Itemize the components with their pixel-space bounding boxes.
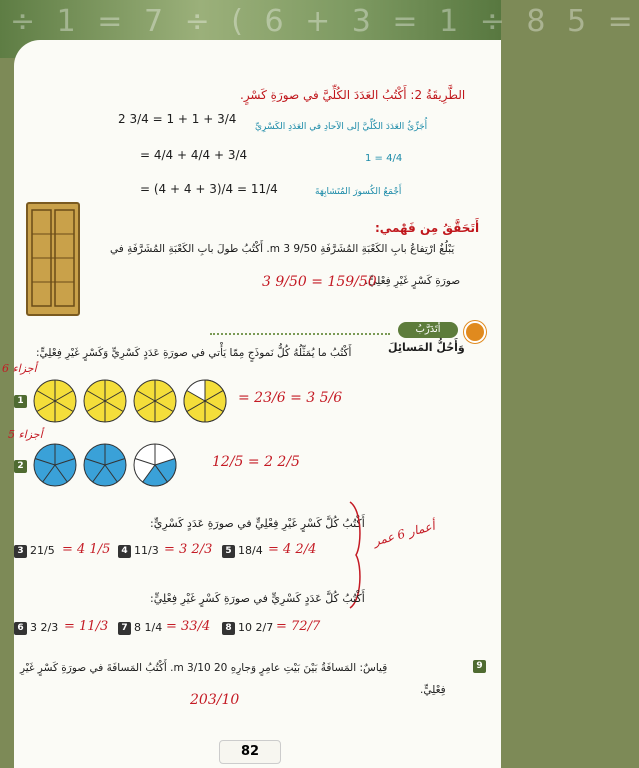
q2-circle-models — [32, 442, 182, 490]
q1-circle-4 — [184, 380, 226, 422]
q4-fraction: 11/3 — [134, 544, 159, 557]
q3-fraction: 21/5 — [30, 544, 55, 557]
q1-margin-note: 6 أجزاء — [2, 362, 37, 375]
q6-number: 6 — [14, 622, 27, 635]
method2-line3: = (4 + 4 + 3)/4 = 11/4 — [140, 182, 278, 196]
check-title: أَتَحَقَّقُ مِن فَهْمي: — [375, 221, 480, 235]
q3-number: 3 — [14, 545, 27, 558]
q2-circle-2 — [84, 444, 126, 486]
q4-handwritten-answer: = 3 2/3 — [164, 542, 213, 557]
q1-circle-2 — [84, 380, 126, 422]
q6-fraction: 3 2/3 — [30, 621, 59, 634]
q2-handwritten-answer: 12/5 = 2 2/5 — [212, 454, 300, 470]
practice-instruction: أَكْتُبُ ما يُمَثِّلُهُ كُلُّ نَموذَجٍ مِمّا يَأْتي في صورَةِ عَدَدٍ كَسْرِيٍّ وَكَسْرٍ غَيْرِ فِعْلِيٍّ: — [36, 347, 352, 359]
q9-text1: قِياسٌ: المَسافَةُ بَيْنَ بَيْتِ عامِرٍ وَجارِهِ 20 3/10 m. أَكْتُبُ المَسافَةَ في صورَةِ كَسْرٍ غَيْرِ — [20, 662, 388, 674]
q2-margin-note: 5 أجزاء — [8, 428, 43, 441]
q3-handwritten-answer: = 4 1/5 — [62, 542, 111, 557]
check-text1: يَبْلُغُ ارْتِفاعُ بابِ الكَعْبَةِ المُشَرَّفَةِ 9/50 3 m. أَكْتُبُ طولَ بابِ الكَعْبَةِ المُشَرَّفَةِ في — [110, 243, 455, 255]
practice-subtitle: وَأَحُلُّ المَسائِلَ — [388, 341, 465, 354]
q7-number: 7 — [118, 622, 131, 635]
check-handwritten-answer: 3 9/50 = 159/50 — [262, 274, 377, 290]
method2-note3: أَجْمَعُ الكُسورَ المُتَشابِهَةَ — [315, 187, 402, 197]
q8-handwritten-answer: = 72/7 — [276, 619, 321, 634]
q1-circle-models — [32, 378, 232, 424]
q2-number: 2 — [14, 460, 27, 473]
kaaba-door-image — [26, 202, 80, 316]
method2-note1: أُجَزِّئُ العَدَدَ الكُلِّيَّ إلى الآحادِ في العَدَدِ الكَسْرِيِّ — [255, 122, 428, 132]
practice-pill: أَتَدَرَّبُ — [398, 322, 458, 338]
q5-number: 5 — [222, 545, 235, 558]
section-divider — [210, 333, 390, 335]
banner-decoration: ÷ 1 = 7 ÷ ( 6 + 3 = 1 ÷ 8 5 = — [10, 4, 639, 39]
q9-handwritten-answer: 203/10 — [190, 692, 240, 708]
q4-number: 4 — [118, 545, 131, 558]
q5-handwritten-answer: = 4 2/4 — [268, 542, 317, 557]
q9-text2: فِعْلِيٍّ. — [420, 684, 446, 696]
page-number: 82 — [219, 740, 281, 764]
kaaba-door-drawing — [28, 204, 78, 314]
q7-handwritten-answer: = 33/4 — [166, 619, 211, 634]
q8-fraction: 10 2/7 — [238, 621, 274, 634]
gear-icon — [464, 321, 486, 343]
method2-line2: = 4/4 + 4/4 + 3/4 — [140, 148, 248, 162]
side-handwritten-note: أعمار 6 عمر — [372, 518, 437, 549]
q2-circle-1 — [34, 444, 76, 486]
q7-fraction: 8 1/4 — [134, 621, 163, 634]
q6-handwritten-answer: = 11/3 — [64, 619, 109, 634]
instruction-mixed-to-improper: أَكْتُبُ كُلَّ عَدَدٍ كَسْرِيٍّ في صورَةِ كَسْرٍ غَيْرِ فِعْلِيٍّ: — [150, 592, 365, 605]
q2-circle-3 — [134, 444, 176, 486]
method2-note2: 1 = 4/4 — [365, 153, 403, 164]
q8-number: 8 — [222, 622, 235, 635]
method2-line1: 2 3/4 = 1 + 1 + 3/4 — [118, 112, 237, 126]
q1-circle-3 — [134, 380, 176, 422]
instruction-improper-to-mixed: أَكْتُبُ كُلَّ كَسْرٍ غَيْرِ فِعْلِيٍّ في صورَةِ عَدَدٍ كَسْرِيٍّ: — [150, 517, 365, 530]
q1-circle-1 — [34, 380, 76, 422]
q1-handwritten-answer: = 23/6 = 3 5/6 — [238, 390, 343, 406]
q1-number: 1 — [14, 395, 27, 408]
check-text2: صورَةِ كَسْرٍ غَيْرِ فِعْلِيٍّ. — [365, 275, 461, 287]
q5-fraction: 18/4 — [238, 544, 263, 557]
method2-title: الطَّرِيقَةُ 2: أَكْتُبُ العَدَدَ الكُلِّيَّ في صورَةِ كَسْرٍ. — [240, 88, 466, 102]
q9-number: 9 — [473, 660, 486, 673]
